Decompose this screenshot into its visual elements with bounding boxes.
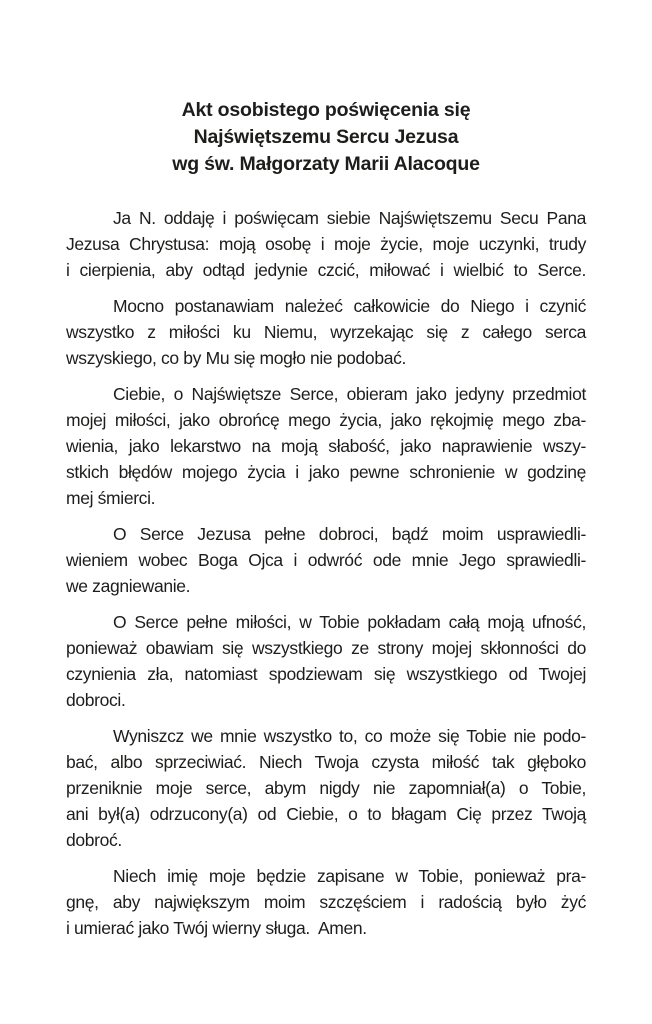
text-line: czynienia zła, natomiast spodziewam się wszystkiego od Twojej — [66, 664, 586, 684]
text-line: O Serce pełne miłości, w Tobie pokładam całą moją ufność, — [113, 612, 586, 632]
text-line: Ja N. oddaję i poświęcam siebie Najświętszemu Secu Pana — [113, 208, 586, 228]
text-line: mojej miłości, jako obrońcę mego życia, jako rękojmię mego zba- — [66, 410, 586, 430]
text-line: gnę, aby największym moim szczęściem i radością było żyć — [66, 892, 586, 912]
text-line: Jezusa Chrystusa: moją osobę i moje życie, moje uczynki, trudy — [66, 234, 586, 254]
text-line: Mocno postanawiam należeć całkowicie do Niego i czynić — [113, 296, 586, 316]
text-line: O Serce Jezusa pełne dobroci, bądź moim usprawiedli- — [113, 524, 586, 544]
paragraph — [66, 381, 586, 511]
text-line: mej śmierci. — [66, 488, 156, 508]
text-line: we zagniewanie. — [66, 576, 191, 596]
title-line: wg św. Małgorzaty Marii Alacoque — [172, 153, 480, 175]
text-line: przeniknie moje serce, abym nigdy nie zapomniał(a) o Tobie, — [66, 778, 586, 798]
text-line: i cierpienia, aby odtąd jedynie czcić, miłować i wielbić to Serce. — [66, 260, 586, 280]
text-line: Niech imię moje będzie zapisane w Tobie, ponieważ pra- — [113, 866, 586, 886]
document-title — [66, 97, 586, 178]
paragraph — [66, 293, 586, 371]
text-line: ponieważ obawiam się wszystkiego ze strony mojej skłonności do — [66, 638, 586, 658]
paragraph — [66, 723, 586, 853]
text-line: wszystko z miłości ku Niemu, wyrzekając się z całego serca — [66, 322, 586, 342]
paragraph — [66, 609, 586, 713]
text-line: Wyniszcz we mnie wszystko to, co może się Tobie nie podo- — [113, 726, 586, 746]
paragraph — [66, 205, 586, 283]
text-line: bać, albo sprzeciwiać. Niech Twoja czysta miłość tak głęboko — [66, 752, 586, 772]
text-line: i umierać jako Twój wierny sługa. Amen. — [66, 918, 367, 938]
text-line: wieniem wobec Boga Ojca i odwróć ode mnie Jego sprawiedli- — [66, 550, 586, 570]
text-line: ani był(a) odrzucony(a) od Ciebie, o to błagam Cię przez Twoją — [66, 804, 586, 824]
text-line: dobroci. — [66, 690, 126, 710]
text-line: dobroć. — [66, 830, 122, 850]
text-line: wienia, jako lekarstwo na moją słabość, jako naprawienie wszy- — [66, 436, 586, 456]
title-line: Akt osobistego poświęcenia się — [181, 99, 471, 121]
title-line: Najświętszemu Sercu Jezusa — [193, 126, 459, 148]
text-line: wszyskiego, co by Mu się mogło nie podobać. — [66, 348, 406, 368]
paragraph — [66, 521, 586, 599]
text-line: Ciebie, o Najświętsze Serce, obieram jako jedyny przedmiot — [113, 384, 586, 404]
paragraph — [66, 863, 586, 941]
document-body — [66, 205, 586, 941]
text-line: stkich błędów mojego życia i jako pewne schronienie w godzinę — [66, 462, 586, 482]
